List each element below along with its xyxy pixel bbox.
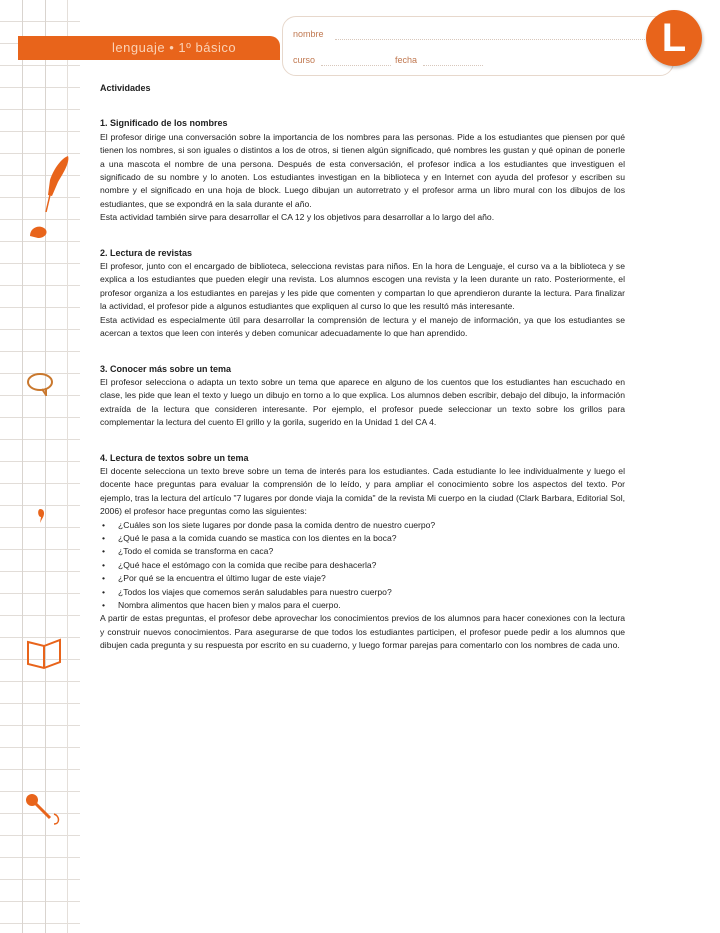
question-list xyxy=(100,519,625,613)
activities-content xyxy=(100,82,625,675)
date-field[interactable] xyxy=(423,65,483,66)
section-paragraph: Esta actividad también sirve para desarrollar el CA 12 y los objetivos para desarrollar a lo largo del año. xyxy=(100,212,495,223)
list-item: • ¿Cuáles son los siete lugares por donde pasa la comida dentro de nuestro cuerpo? xyxy=(118,519,625,532)
list-item: • ¿Por qué se la encuentra el último lugar de este viaje? xyxy=(118,572,625,585)
section-heading: 3. Conocer más sobre un tema xyxy=(100,363,232,374)
book-icon xyxy=(24,636,64,670)
subject-logo: L xyxy=(646,10,702,66)
list-item: • ¿Todo el comida se transforma en caca? xyxy=(118,545,625,558)
section-paragraph: El profesor selecciona o adapta un texto sobre un tema que aparece en alguno de los cuentos que los estudiantes han escuchado en clase, les pide que lean el texto y luego un dibujo en torno a lo que explica. Los alumnos deben escribir, debajo del dibujo, la información extraída de la lectura que consideren interesante. Por ejemplo, el profesor puede seleccionar un texto sobre los grillos para complementar la lectura del cuento El grillo y la gorila, sugerido en la Unidad 1 del CA 4. xyxy=(100,376,625,428)
section-paragraph: A partir de estas preguntas, el profesor debe aprovechar los conocimientos previos de los alumnos para hacer conexiones con la lectura y construir nuevos conocimientos. Para asegurarse de que todos los estudiantes participen, el profesor puede pedir a los alumnos que dibujen cada pregunta y su respuesta por escrito en su cuaderno, y luego formar parejas para comentarlo con los nombres de cada uno. xyxy=(100,613,625,651)
student-info-box xyxy=(282,16,674,76)
section-1 xyxy=(100,117,625,224)
list-item: • Nombra alimentos que hacen bien y malos para el cuerpo. xyxy=(118,599,625,612)
section-paragraph: El profesor, junto con el encargado de biblioteca, selecciona revistas para niños. En la hora de Lenguaje, el curso va a la biblioteca y se explica a los estudiantes que pueden elegir una revista. Los alumnos escogen una revista y la leen durante un rato. Posteriormente, el profesor organiza a los estudiantes en parejas y les pide que comenten y compartan lo que aprendieron durante la lectura. Para finalizar la actividad, el profesor pide a algunos estudiantes que expliquen al curso lo que les resultó más interesante. xyxy=(100,261,625,312)
section-heading: 1. Significado de los nombres xyxy=(100,118,228,129)
list-item: • ¿Qué hace el estómago con la comida que recibe para deshacerla? xyxy=(118,559,625,572)
subject-band xyxy=(18,36,280,60)
pen-icon xyxy=(28,150,72,240)
section-paragraph: El docente selecciona un texto breve sobre un tema de interés para los estudiantes. Cada estudiante lo lee individualmente y luego el docente hace preguntas para evaluar la comprensión de lo leído, y para ampliar el conocimiento sobre los aspectos del texto. Por ejemplo, tras la lectura del artículo "7 lugares por donde viaja la comida" de la revista Mi cuerpo en la ciudad (Clark Barbara, Editorial Sol, 2006) el profesor hace preguntas como las siguientes: xyxy=(100,465,625,517)
date-label: fecha xyxy=(395,55,418,65)
page-title: Actividades xyxy=(100,83,151,93)
section-heading: 2. Lectura de revistas xyxy=(100,247,193,258)
list-item: • ¿Todos los viajes que comemos serán saludables para nuestro cuerpo? xyxy=(118,586,625,599)
subject-label: lenguaje • 1º básico xyxy=(112,40,237,55)
speech-bubble-icon xyxy=(26,372,56,396)
section-4 xyxy=(100,452,625,653)
section-paragraph: Esta actividad es especialmente útil para desarrollar la comprensión de lectura y el manejo de información, ya que los estudiantes se acercan a textos que leen con interés y deben comunicar adecuadamente lo que han aprendido. xyxy=(100,314,625,339)
name-label: nombre xyxy=(293,29,324,39)
section-heading: 4. Lectura de textos sobre un tema xyxy=(100,452,249,463)
course-label: curso xyxy=(293,55,316,65)
microphone-icon xyxy=(24,792,64,826)
section-2 xyxy=(100,247,625,341)
section-paragraph: El profesor dirige una conversación sobre la importancia de los nombres para las personas. Pide a los estudiantes que piensen por qué tienen los nombres, si son iguales o distintos a los de otros, si tienen algún significado, qué nombres les gustan y qué opinan de ponerle a una mascota el nombre de una persona. Después de esta conversación, el profesor indica a los estudiantes que investiguen el significado de su nombre y lo anoten. Los estudiantes investigan en la biblioteca y en Internet con ayuda del profesor y escriben su nombre y el significado en una hoja de block. Luego dibujan un autorretrato y el profesor arma un libro mural con los dibujos de los estudiantes, que se expondrá en la sala durante el año. xyxy=(100,131,625,209)
course-field[interactable] xyxy=(321,65,391,66)
list-item: • ¿Qué le pasa a la comida cuando se mastica con los dientes en la boca? xyxy=(118,532,625,545)
comma-icon xyxy=(36,507,48,525)
section-3 xyxy=(100,363,625,430)
name-field[interactable] xyxy=(335,39,653,40)
